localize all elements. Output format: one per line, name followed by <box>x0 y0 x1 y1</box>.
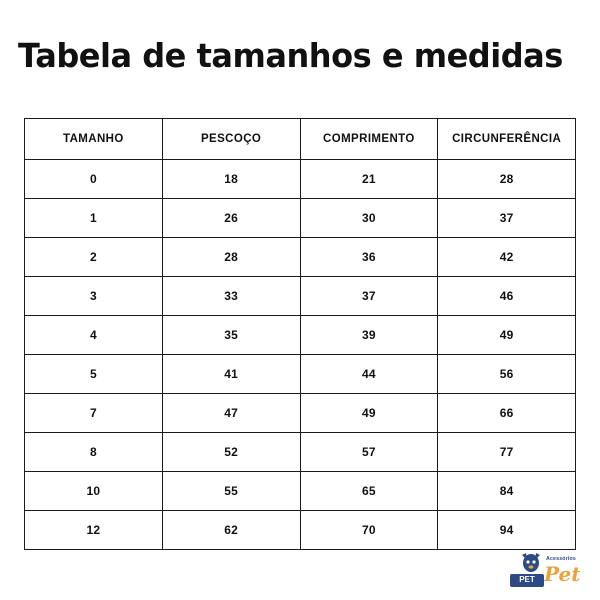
cell-comprimento: 39 <box>300 316 438 355</box>
table-header <box>25 119 576 160</box>
table-row <box>25 394 576 433</box>
size-table <box>24 118 576 550</box>
cell-tamanho: 7 <box>25 394 163 433</box>
logo-top-text: Acessórios <box>546 556 576 562</box>
column-header-tamanho: TAMANHO <box>25 119 163 160</box>
table-row <box>25 316 576 355</box>
cell-circunferencia: 28 <box>438 160 576 199</box>
logo-inner <box>500 550 586 590</box>
cell-comprimento: 65 <box>300 472 438 511</box>
size-table-container <box>24 118 576 550</box>
logo-bar-text: PET <box>519 575 535 584</box>
table-row <box>25 472 576 511</box>
table-row <box>25 238 576 277</box>
cell-tamanho: 4 <box>25 316 163 355</box>
cell-pescoco: 26 <box>162 199 300 238</box>
cell-comprimento: 49 <box>300 394 438 433</box>
cell-circunferencia: 77 <box>438 433 576 472</box>
column-header-pescoco: PESCOÇO <box>162 119 300 160</box>
dog-icon <box>518 550 544 574</box>
cell-tamanho: 3 <box>25 277 163 316</box>
column-header-circunferencia: CIRCUNFERÊNCIA <box>438 119 576 160</box>
cell-tamanho: 2 <box>25 238 163 277</box>
cell-circunferencia: 42 <box>438 238 576 277</box>
cell-pescoco: 28 <box>162 238 300 277</box>
cell-pescoco: 47 <box>162 394 300 433</box>
cell-circunferencia: 49 <box>438 316 576 355</box>
cell-pescoco: 35 <box>162 316 300 355</box>
cell-tamanho: 5 <box>25 355 163 394</box>
logo-main-text: Pet <box>544 562 581 586</box>
cell-circunferencia: 94 <box>438 511 576 550</box>
cell-pescoco: 18 <box>162 160 300 199</box>
cell-comprimento: 36 <box>300 238 438 277</box>
cell-pescoco: 55 <box>162 472 300 511</box>
table-body <box>25 160 576 550</box>
cell-tamanho: 12 <box>25 511 163 550</box>
cell-tamanho: 10 <box>25 472 163 511</box>
table-row <box>25 511 576 550</box>
cell-comprimento: 70 <box>300 511 438 550</box>
cell-circunferencia: 56 <box>438 355 576 394</box>
table-row <box>25 160 576 199</box>
brand-logo <box>500 550 586 590</box>
cell-circunferencia: 37 <box>438 199 576 238</box>
cell-comprimento: 44 <box>300 355 438 394</box>
cell-pescoco: 33 <box>162 277 300 316</box>
cell-circunferencia: 84 <box>438 472 576 511</box>
cell-circunferencia: 46 <box>438 277 576 316</box>
cell-circunferencia: 66 <box>438 394 576 433</box>
page-title: Tabela de tamanhos e medidas <box>18 36 563 75</box>
cell-pescoco: 41 <box>162 355 300 394</box>
table-header-row <box>25 119 576 160</box>
cell-tamanho: 1 <box>25 199 163 238</box>
cell-tamanho: 0 <box>25 160 163 199</box>
table-row <box>25 277 576 316</box>
cell-comprimento: 57 <box>300 433 438 472</box>
table-row <box>25 199 576 238</box>
cell-pescoco: 62 <box>162 511 300 550</box>
cell-comprimento: 30 <box>300 199 438 238</box>
cell-tamanho: 8 <box>25 433 163 472</box>
table-row <box>25 433 576 472</box>
cell-pescoco: 52 <box>162 433 300 472</box>
cell-comprimento: 21 <box>300 160 438 199</box>
table-row <box>25 355 576 394</box>
cell-comprimento: 37 <box>300 277 438 316</box>
column-header-comprimento: COMPRIMENTO <box>300 119 438 160</box>
